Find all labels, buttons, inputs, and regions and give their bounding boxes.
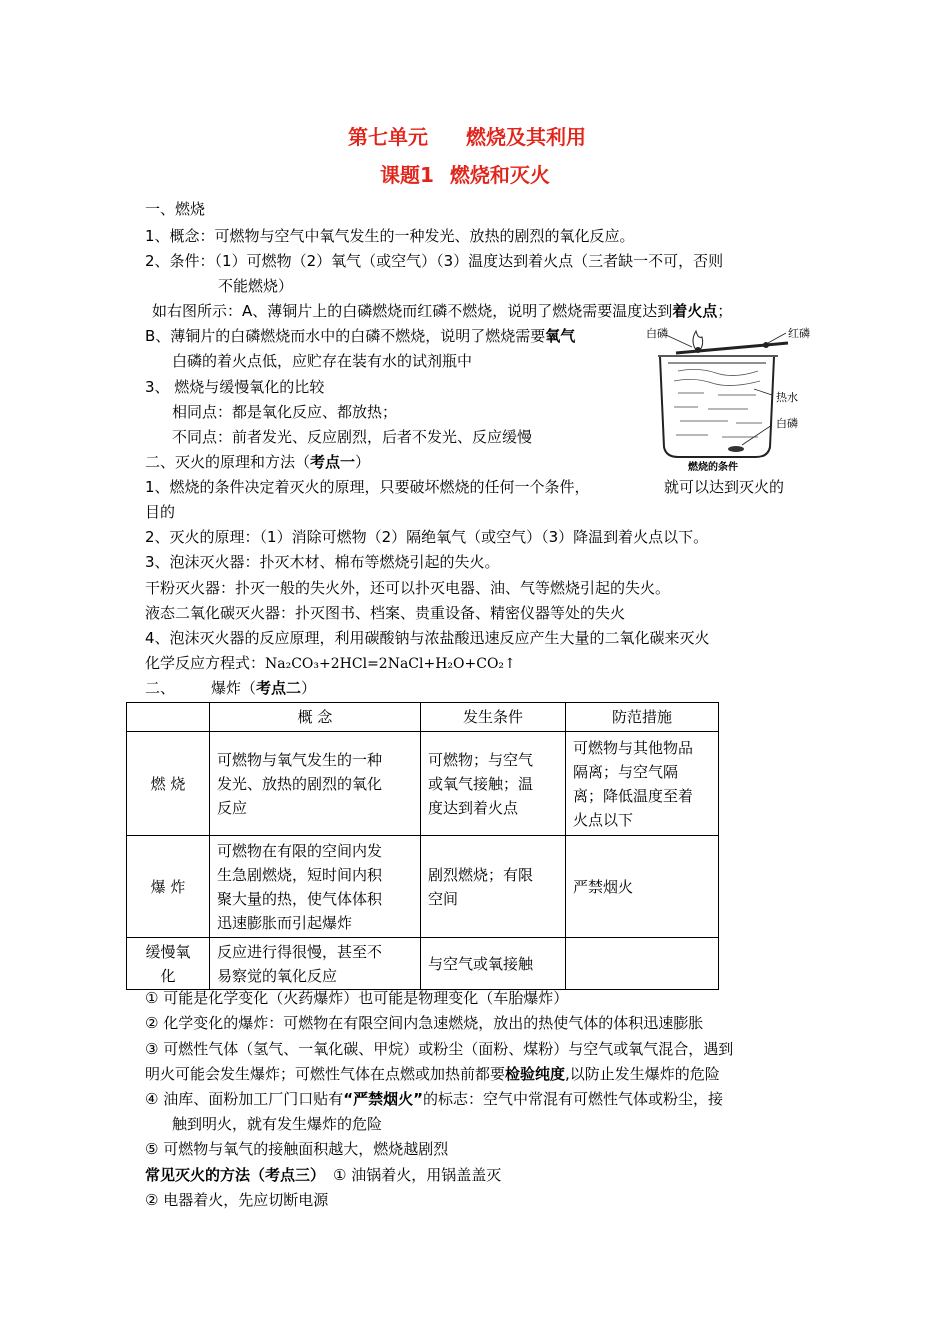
cell-line: 生急剧燃烧，短时间内积 [217, 865, 383, 884]
cell-line: 易察觉的氧化反应 [217, 966, 338, 985]
beaker-icon [658, 356, 778, 457]
s1-exp-a-end: ； [717, 302, 733, 320]
s4-method-1: ① 油锅着火，用锅盖盖灭 [333, 1166, 502, 1184]
note-4a-text: ④ 油库、面粉加工厂门口贴有 [145, 1090, 344, 1108]
s2-p3b: 干粉灭火器：扑灭一般的失火外，还可以扑灭电器、油、气等燃烧引起的失火。 [145, 579, 671, 597]
cell-line: 可燃物与其他物品 [573, 738, 694, 757]
lesson-number: 课题1 [380, 163, 434, 187]
note-4a-end: 的标志：空气中常混有可燃性气体或粉尘，接 [422, 1090, 723, 1108]
cell-line: 可燃物与氧气发生的一种 [217, 750, 383, 769]
figure-caption: 燃烧的条件 [688, 462, 738, 473]
row-measure [566, 938, 719, 990]
table-row [127, 938, 719, 990]
label-red-phosphorus: 红磷 [788, 327, 810, 340]
s3-heading-bold: 考点二 [256, 679, 302, 697]
table-row [127, 732, 719, 836]
row-condition [421, 938, 566, 990]
copper-sheet-icon [676, 343, 788, 353]
s1-exp-a-bold: 着火点 [672, 302, 718, 320]
cell-line: 严禁烟火 [573, 877, 634, 896]
row-condition [421, 836, 566, 938]
table-header [127, 703, 210, 732]
s2-heading [145, 452, 370, 472]
note-4a [145, 1089, 723, 1109]
cell-line: 聚大量的热，使气体体积 [217, 889, 383, 908]
cell-line: 反应进行得很慢，甚至不 [217, 942, 383, 961]
cell-line: 可燃物；与空气 [428, 750, 534, 769]
row-concept [210, 732, 421, 836]
cell-line: 发光、放热的剧烈的氧化 [217, 774, 383, 793]
table-header: 发生条件 [421, 703, 566, 732]
s3-heading-end: ） [301, 679, 317, 697]
note-2: ② 化学变化的爆炸：可燃物在有限空间内急速燃烧，放出的热使气体的体积迅速膨胀 [145, 1014, 704, 1032]
cell-line: 与空气或氧接触 [428, 954, 534, 973]
s4-heading: 常见灭火的方法（考点三） [145, 1166, 326, 1184]
note-3b-bold: 检验纯度 [505, 1065, 566, 1083]
s2-p3c: 液态二氧化碳灭火器：扑灭图书、档案、贵重设备、精密仪器等处的失火 [145, 604, 626, 622]
cell-line: 缓慢氧 [145, 942, 191, 961]
cell-line: 离；降低温度至着 [573, 786, 694, 805]
row-measure [566, 732, 719, 836]
s2-p1-a: 1、燃烧的条件决定着灭火的原理，只要破坏燃烧的任何一个条件， [145, 478, 590, 496]
cell-line: 反应 [217, 798, 248, 817]
s2-p1-c: 目的 [145, 503, 176, 521]
cell-line: 度达到着火点 [428, 798, 519, 817]
table-header-row [127, 703, 719, 732]
s3-heading-word: 爆炸（ [211, 679, 257, 697]
row-condition [421, 732, 566, 836]
s1-same: 相同点：都是氧化反应、都放热； [172, 403, 398, 421]
note-1: ① 可能是化学变化（火药爆炸）也可能是物理变化（车胎爆炸） [145, 989, 569, 1007]
cell-line: 空间 [428, 889, 459, 908]
note-3b [145, 1064, 720, 1084]
s3-heading-num: 二、 [145, 679, 176, 697]
s2-heading-bold: 考点一 [310, 453, 356, 471]
cell-line: 剧烈燃烧；有限 [428, 865, 534, 884]
note-3a: ③ 可燃性气体（氢气、一氧化碳、甲烷）或粉尘（面粉、煤粉）与空气或氧气混合，遇到 [145, 1040, 734, 1058]
s1-cond-1: 2、条件：（1）可燃物（2）氧气（或空气）（3）温度达到着火点（三者缺一不可，否则 [145, 252, 724, 270]
unit-name: 燃烧及其利用 [466, 125, 586, 149]
s1-exp-b [145, 326, 575, 346]
s1-concept: 1、概念：可燃物与空气中氧气发生的一种发光、放热的剧烈的氧化反应。 [145, 227, 635, 245]
label-white-phosphorus-water: 白磷 [776, 417, 798, 430]
s1-storage: 白磷的着火点低，应贮存在装有水的试剂瓶中 [172, 352, 473, 370]
s4-method-2: ② 电器着火，先应切断电源 [145, 1191, 329, 1209]
combustion-figure [638, 323, 818, 473]
row-name [127, 938, 210, 990]
s4-line [145, 1165, 501, 1185]
s2-p3: 3、泡沫灭火器：扑灭木材、棉布等燃烧引起的失火。 [145, 553, 500, 571]
s2-p1-b: 就可以达到灭火的 [664, 478, 785, 496]
s1-heading: 一、燃烧 [145, 200, 206, 218]
row-name: 爆 炸 [127, 836, 210, 938]
s2-p2: 2、灭火的原理：（1）消除可燃物（2）隔绝氧气（或空气）（3）降温到着火点以下。 [145, 528, 709, 546]
s1-cond-2: 不能燃烧） [218, 277, 294, 295]
note-4a-bold: “严禁烟火” [343, 1090, 423, 1108]
s1-exp-b-text: B、薄铜片的白磷燃烧而水中的白磷不燃烧，说明了燃烧需要 [145, 327, 546, 345]
row-concept [210, 938, 421, 990]
s2-p4: 4、泡沫灭火器的反应原理，利用碳酸钠与浓盐酸迅速反应产生大量的二氧化碳来灭火 [145, 629, 710, 647]
lesson-name: 燃烧和灭火 [449, 163, 550, 187]
note-3b-text: 明火可能会发生爆炸；可燃性气体在点燃或加热前都要 [145, 1065, 506, 1083]
s1-exp-a-text: 如右图所示：A、薄铜片上的白磷燃烧而红磷不燃烧，说明了燃烧需要温度达到 [152, 302, 673, 320]
comparison-table [126, 702, 719, 990]
s1-compare: 3、 燃烧与缓慢氧化的比较 [145, 378, 325, 396]
table-row [127, 836, 719, 938]
row-measure [566, 836, 719, 938]
cell-line: 或氧气接触；温 [428, 774, 534, 793]
cell-line: 化 [160, 966, 176, 985]
s2-eq-label: 化学反应方程式： [145, 654, 266, 672]
unit-title [348, 124, 586, 150]
s2-eq: Na₂CO₃+2HCl=2NaCl+H₂O+CO₂↑ [265, 656, 516, 672]
table-header: 防范措施 [566, 703, 719, 732]
lesson-title [380, 162, 550, 188]
table-header: 概 念 [210, 703, 421, 732]
note-5: ⑤ 可燃物与氧气的接触面积越大，燃烧越剧烈 [145, 1140, 449, 1158]
row-name: 燃 烧 [127, 732, 210, 836]
row-concept [210, 836, 421, 938]
unit-number: 第七单元 [348, 125, 428, 149]
cell-line: 火点以下 [573, 810, 634, 829]
s1-exp-a [152, 301, 732, 321]
s3-heading [145, 678, 316, 698]
note-4b: 触到明火，就有发生爆炸的危险 [172, 1115, 383, 1133]
cell-line: 可燃物在有限的空间内发 [217, 841, 383, 860]
cell-line: 迅速膨胀而引起爆炸 [217, 913, 353, 932]
label-hot-water: 热水 [776, 391, 798, 404]
cell-line: 隔离；与空气隔 [573, 762, 679, 781]
s1-diff: 不同点：前者发光、反应剧烈，后者不发光、反应缓慢 [172, 428, 533, 446]
note-3b-end: ,以防止发生爆炸的危险 [565, 1065, 720, 1083]
s2-equation [145, 653, 516, 674]
s2-heading-end: ） [355, 453, 371, 471]
s2-heading-text: 二、灭火的原理和方法（ [145, 453, 311, 471]
label-white-phosphorus: 白磷 [646, 327, 668, 340]
s1-exp-b-bold: 氧气 [545, 327, 576, 345]
